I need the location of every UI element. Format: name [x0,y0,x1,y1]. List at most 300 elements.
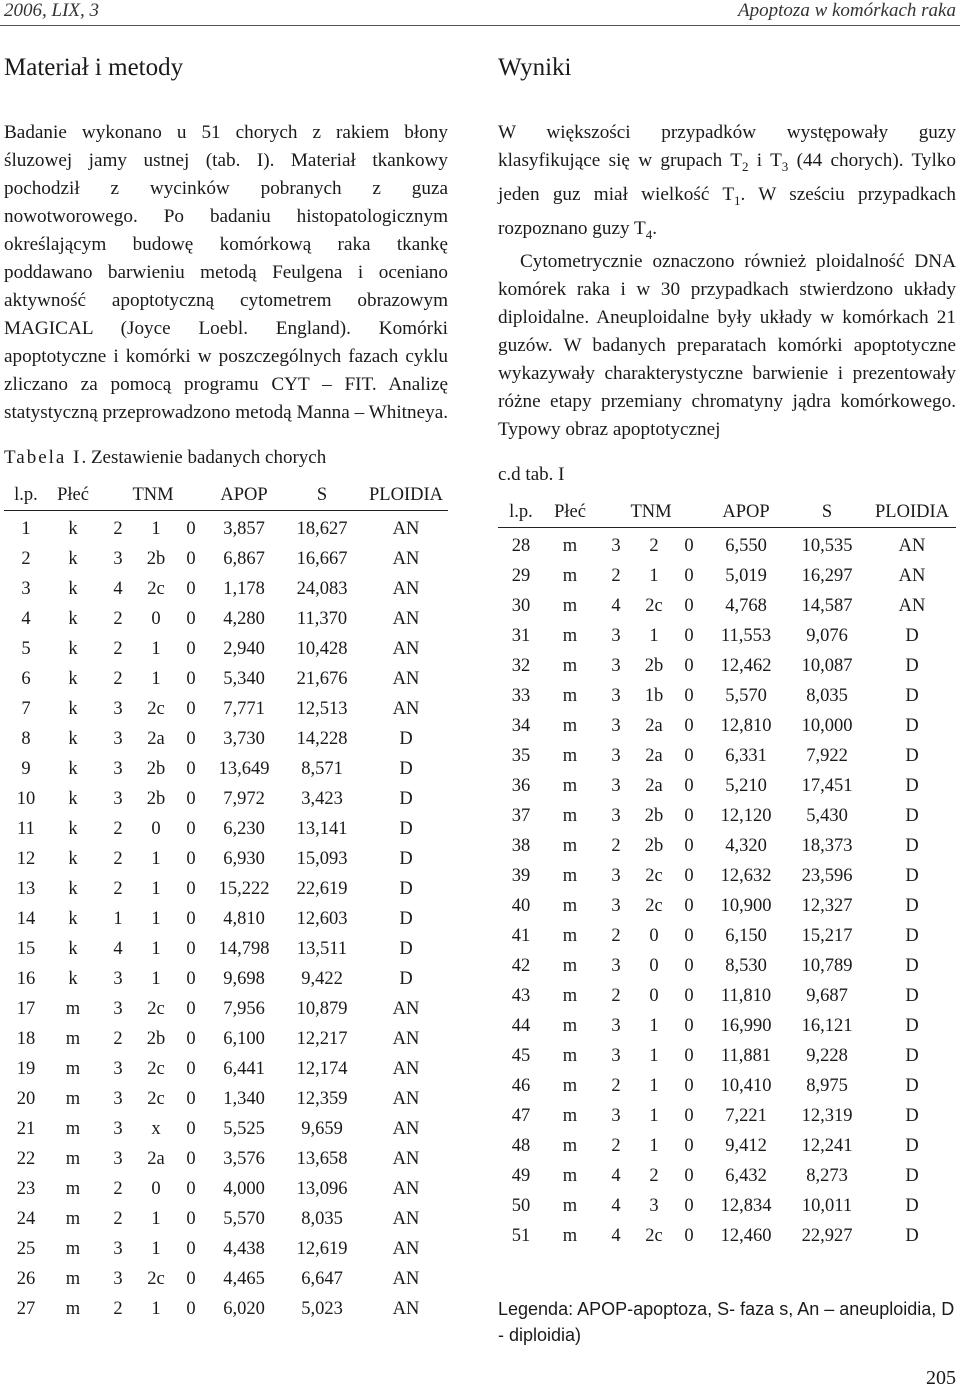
table-cell: D [905,1046,919,1067]
table-cell: 6,550 [725,536,767,557]
table-row [4,1174,448,1204]
table-cell: 0 [186,789,196,809]
table-row [4,544,448,574]
header-tnm: TNM [596,498,706,528]
table-cell: 32 [511,656,531,677]
table-cell: 4,768 [725,596,767,617]
table-cell: 5,570 [223,1209,265,1229]
table-cell: AN [392,1179,420,1199]
table-cell: m [562,806,578,827]
table-cell: 6,020 [223,1299,265,1319]
table-cell: D [905,776,919,797]
table-cell: D [905,746,919,767]
table-cell: 10,900 [720,896,772,917]
table-cell: 12,810 [720,716,772,737]
table-cell: 10,428 [296,639,348,659]
table-cell: 21 [16,1119,36,1139]
table-cell: 0 [684,1226,694,1247]
table-cell: k [68,789,78,809]
table-row [498,1131,956,1161]
table-cell: 51 [511,1226,531,1247]
table-cell: m [65,1029,81,1049]
table-cell: 12,359 [296,1089,348,1109]
table-cell: 27 [16,1299,36,1319]
table-cell: 0 [186,1029,196,1049]
table-cell: 24 [16,1209,36,1229]
table-cell: 3 [611,1106,621,1127]
table-cell: 9,422 [301,969,343,989]
table-cell: 9,076 [806,626,848,647]
table-row [4,1144,448,1174]
table-cell: k [68,699,78,719]
table-row [498,741,956,771]
table-cell: 2 [113,639,123,659]
table-cell: 30 [511,596,531,617]
table-cell: m [65,1119,81,1139]
table-cell: 25 [16,1239,36,1259]
table-cell: 2 [113,1179,123,1199]
table-cell: 0 [684,1106,694,1127]
table-cell: k [68,639,78,659]
table-cell: 2 [611,986,621,1007]
table-cell: D [905,1136,919,1157]
table-cell: 12,462 [720,656,772,677]
table-row [498,891,956,921]
table-cell: 35 [511,746,531,767]
table-cell: 0 [186,1179,196,1199]
table-cell: 44 [511,1016,531,1037]
table-cell: D [399,849,413,869]
table-cell: 3,423 [301,789,343,809]
table-cell: 3,730 [223,729,265,749]
table-cell: 45 [511,1046,531,1067]
table-cell: 5,023 [301,1299,343,1319]
table-cell: 50 [511,1196,531,1217]
table-cell: 0 [684,1046,694,1067]
table-cell: 5,570 [725,686,767,707]
table-cell: 4 [611,1196,621,1217]
table-cell: 14,587 [801,596,853,617]
table-cell: 0 [649,926,659,947]
table-cell: 0 [151,1179,161,1199]
table-cell: 0 [684,836,694,857]
methods-paragraph: Badanie wykonano u 51 chorych z rakiem błony śluzowej jamy ustnej (tab. I). Materiał tkankowy pochodził z wycinków pobranych z guza nowotworowego. Po badaniu histopatologicznym określającym budowę komórkową raka tkankę poddawano barwieniu metodą Feulgena i oceniano aktywność apoptotyczną cytometrem obrazowym MAGICAL (Joyce Loebl. England). Komórki apoptotyczne i komórki w poszczególnych fazach cyklu zliczano za pomocą programu CYT – FIT. Analizę statystyczną przeprowadzono metodą Manna – Whitneya. [4,122,449,423]
table-caption [4,443,448,473]
table-cell: 3 [611,776,621,797]
header-rule [0,25,960,26]
table-row [498,1041,956,1071]
table-cell: 15,217 [801,926,853,947]
table-cell: 0 [684,806,694,827]
table-cell: 1 [151,849,161,869]
table-cell: 2b [644,656,664,677]
table-cell: 3 [611,896,621,917]
table-row [4,1024,448,1054]
table-cell: 3 [113,729,123,749]
right-column [498,40,956,1251]
table-cell: 13,649 [218,759,270,779]
table-cell: 1 [649,566,659,587]
table-cell: 18 [16,1029,36,1049]
table-cell: k [68,669,78,689]
table-cell: 0 [684,986,694,1007]
table-cell: 4,465 [223,1269,265,1289]
table-cell: 1 [151,1209,161,1229]
table-cell: 0 [684,656,694,677]
table-cell: 2a [645,746,663,767]
table-cell: 0 [186,939,196,959]
table-row [4,844,448,874]
table-cell: 1 [649,1076,659,1097]
table-cell: 0 [186,1209,196,1229]
results-paragraph-2: Cytometrycznie oznaczono również ploidalność DNA komórek raka i w 30 przypadkach stwierdzono układy diploidalne. Aneuploidalne były układy w komórkach 21 guzów. W badanych preparatach komórki apoptotyczne wykazywały charakterystyczne barwienie i prezentowały różne etapy przemiany chromatyny jądra komórkowego. Typowy obraz apoptotycznej [498,251,956,441]
table-cell: 21,676 [296,669,348,689]
table-cell: 3 [113,789,123,809]
table-cell: 6,100 [223,1029,265,1049]
table-row [498,771,956,801]
table-cell: 2 [649,1166,659,1187]
table-cell: 2b [644,836,664,857]
table-cell: k [68,879,78,899]
table-row [498,921,956,951]
table-cell: 8,273 [806,1166,848,1187]
table-cell: 0 [186,729,196,749]
table-cell: 3 [113,1059,123,1079]
table-cell: 1 [649,626,659,647]
table-cell: D [399,879,413,899]
table-cell: 0 [186,999,196,1019]
table-cell: 0 [684,596,694,617]
header-sex: Płeć [48,481,98,511]
table-cell: 2c [645,896,663,917]
table-cell: AN [392,699,420,719]
table-row [498,561,956,591]
table-cell: 3 [611,716,621,737]
table-caption-text: . Zestawienie badanych chorych [81,447,327,468]
table-cell: 6,441 [223,1059,265,1079]
table-cell: m [562,1106,578,1127]
table-cell: 6,647 [301,1269,343,1289]
table-cell: m [562,1016,578,1037]
table-cell: 1,178 [223,579,265,599]
header-sex: Płeć [544,498,596,528]
table-legend: Legenda: APOP-apoptoza, S- faza s, An – aneuploidia, D - diploidia) [498,1299,955,1345]
table-cell: 28 [511,536,531,557]
table-cell: 1 [21,519,31,539]
table-cell: 6,930 [223,849,265,869]
table-cell: 2b [146,1029,166,1049]
table-cell: 6,331 [725,746,767,767]
table-row [4,754,448,784]
table-cell: 0 [684,776,694,797]
table-cell: 8,571 [301,759,343,779]
table-cell: m [65,1239,81,1259]
subscript: 1 [734,192,741,208]
table-cell: 2 [113,879,123,899]
table-cell: 2 [21,549,31,569]
table-cell: 3 [113,1149,123,1169]
table-cell: 0 [684,956,694,977]
table-cell: m [562,626,578,647]
table-cell: 2c [147,579,165,599]
table-cell: 13,511 [296,939,348,959]
table-cell: 11,553 [720,626,772,647]
table-cell: k [68,849,78,869]
table-cell: 47 [511,1106,531,1127]
table-cell: 15 [16,939,36,959]
table-cell: 11,881 [720,1046,772,1067]
table-cell: 0 [684,746,694,767]
results-text: i T [748,150,782,171]
table-row [4,604,448,634]
table-cell: m [562,1076,578,1097]
table-cell: 2c [645,596,663,617]
table-cell: 13,141 [296,819,348,839]
table-cell: AN [392,1269,420,1289]
table-cell: 8 [21,729,31,749]
table-cell: 1 [151,639,161,659]
results-text: (44 chorych). Tylko jeden guz miał wielkość T [498,150,956,205]
table-cell: 22,927 [801,1226,853,1247]
table-row [4,664,448,694]
table-cell: 1b [644,686,664,707]
table-cell: 1 [151,909,161,929]
table-cell: 6 [21,669,31,689]
table-cell: 19 [16,1059,36,1079]
table-cell: m [65,1299,81,1319]
table-cell: 49 [511,1166,531,1187]
table-cell: 0 [186,849,196,869]
table-cell: 10,879 [296,999,348,1019]
table-cell: m [562,1226,578,1247]
table-row [4,964,448,994]
table-row [498,1011,956,1041]
table-cell: 4,320 [725,836,767,857]
table-cell: m [562,1046,578,1067]
table-cell: 4 [611,1226,621,1247]
table-cell: 3 [611,1016,621,1037]
table-cell: 1 [151,669,161,689]
subscript: 2 [741,158,749,174]
table-cell: 0 [186,969,196,989]
table-row [4,1114,448,1144]
table-cell: 26 [16,1269,36,1289]
table-cell: AN [392,639,420,659]
table-cell: AN [898,536,926,557]
table-cell: 12,319 [801,1106,853,1127]
table-cell: D [399,909,413,929]
table-cell: 10 [16,789,36,809]
table-cell: 11,370 [296,609,348,629]
running-header-left: 2006, LIX, 3 [4,0,99,21]
table-cell: 4,810 [223,909,265,929]
table-cell: 10,000 [801,716,853,737]
table-cell: D [905,986,919,1007]
table-row [498,831,956,861]
table-cell: 46 [511,1076,531,1097]
table-cell: 9,698 [223,969,265,989]
table-cell: 15,093 [296,849,348,869]
table-cell: 39 [511,866,531,887]
table-cell: k [68,519,78,539]
table-cell: 0 [186,519,196,539]
table-cell: AN [392,1299,420,1319]
table-cell: 6,867 [223,549,265,569]
table-cell: 10,535 [801,536,853,557]
table-cell: 8,530 [725,956,767,977]
table-cell: 5,430 [806,806,848,827]
table-cell: 12,603 [296,909,348,929]
results-paragraph-1 [498,119,956,248]
table-cell: 1 [151,1299,161,1319]
table-cell: AN [392,519,420,539]
table-cell: m [562,926,578,947]
table-cell: 18,627 [296,519,348,539]
table-cell: 9 [21,759,31,779]
table-cell: m [562,866,578,887]
table-cell: k [68,729,78,749]
table-cell: 2b [644,806,664,827]
table-cell: 0 [649,986,659,1007]
table-row [4,574,448,604]
table-cell: AN [392,1119,420,1139]
table-cell: 2 [611,566,621,587]
table-cell: 2a [645,716,663,737]
table-row [498,981,956,1011]
table-cell: k [68,549,78,569]
table-cell: 0 [186,879,196,899]
table-row [498,1221,956,1251]
header-s: S [280,481,364,511]
table-cell: 0 [151,609,161,629]
table-cell: 4,438 [223,1239,265,1259]
table-row [498,621,956,651]
table-cell: m [562,1136,578,1157]
table-cell: 2b [146,549,166,569]
table-cell: 12 [16,849,36,869]
table-cell: D [905,1196,919,1217]
table-cell: D [905,656,919,677]
table-row [4,1054,448,1084]
table-cell: m [65,1059,81,1079]
table-cell: 3 [113,999,123,1019]
table-cell: m [562,656,578,677]
table-cell: 14,798 [218,939,270,959]
table-cell: 6,150 [725,926,767,947]
results-text: . [652,217,658,239]
table-cell: 36 [511,776,531,797]
table-cell: 12,120 [720,806,772,827]
table-cell: 41 [511,926,531,947]
table-cell: 3 [611,866,621,887]
table-cell: k [68,579,78,599]
table-cell: 3 [113,759,123,779]
table-cell: 6,230 [223,819,265,839]
table-cell: 4 [611,596,621,617]
table-cell: D [905,836,919,857]
table-cell: 3 [611,536,621,557]
table-cell: 3 [611,806,621,827]
table-cell: 5,210 [725,776,767,797]
table-cell: 2c [147,699,165,719]
table-cell: 3 [611,1046,621,1067]
table-cell: AN [392,1059,420,1079]
table-cell: 2 [649,536,659,557]
table-cell: 0 [684,716,694,737]
table-cell: 0 [186,579,196,599]
table-cell: 8,035 [806,686,848,707]
table-cell: 42 [511,956,531,977]
table-cell: 5,340 [223,669,265,689]
table-cell: 0 [186,1089,196,1109]
table-cell: 3,576 [223,1149,265,1169]
table-cell: 16,990 [720,1016,772,1037]
table-cell: m [65,1209,81,1229]
table-cell: 0 [186,669,196,689]
table-cell: 5 [21,639,31,659]
table-cell: 3 [611,626,621,647]
table-cell: 1 [113,909,123,929]
table-cell: m [562,956,578,977]
table-cell: k [68,819,78,839]
table-cell: AN [392,1029,420,1049]
table-cell: 3 [611,656,621,677]
table-cell: 2 [113,1029,123,1049]
table-row [4,784,448,814]
table-cell: 10,410 [720,1076,772,1097]
table-header-row [4,481,448,511]
section-heading-results: Wyniki [498,54,572,81]
table-cell: 4 [113,939,123,959]
table-cell: 2 [113,669,123,689]
table-row [498,1101,956,1131]
table-cell: D [399,969,413,989]
table-cell: AN [392,999,420,1019]
table-cell: 22 [16,1149,36,1169]
table-row [498,591,956,621]
table-cell: 14,228 [296,729,348,749]
table-row [498,651,956,681]
table-cell: 2c [645,866,663,887]
table-cell: AN [898,596,926,617]
table-row [4,1294,448,1324]
table-cell: 12,632 [720,866,772,887]
table-cell: 12,241 [801,1136,853,1157]
table-cell: k [68,909,78,929]
table-cell: 12,460 [720,1226,772,1247]
table-cell: 0 [649,956,659,977]
table-cell: 2,940 [223,639,265,659]
table-cell: 16,667 [296,549,348,569]
table-cell: 9,412 [725,1136,767,1157]
table-cell: D [905,806,919,827]
table-cell: AN [392,549,420,569]
table-cell: 0 [186,699,196,719]
table-cell: 6,432 [725,1166,767,1187]
table-cell: 2 [611,1136,621,1157]
table-cell: 3 [21,579,31,599]
table-cell: D [905,926,919,947]
table-cell: 9,659 [301,1119,343,1139]
table-cell: 7,771 [223,699,265,719]
section-heading-methods: Materiał i metody [4,54,184,81]
table-cell: AN [392,1089,420,1109]
table-cell: 3 [113,1089,123,1109]
table-cell: 0 [684,1076,694,1097]
table-cell: 2 [113,849,123,869]
left-column [4,40,448,1324]
header-ploidia: PLOIDIA [364,481,448,511]
